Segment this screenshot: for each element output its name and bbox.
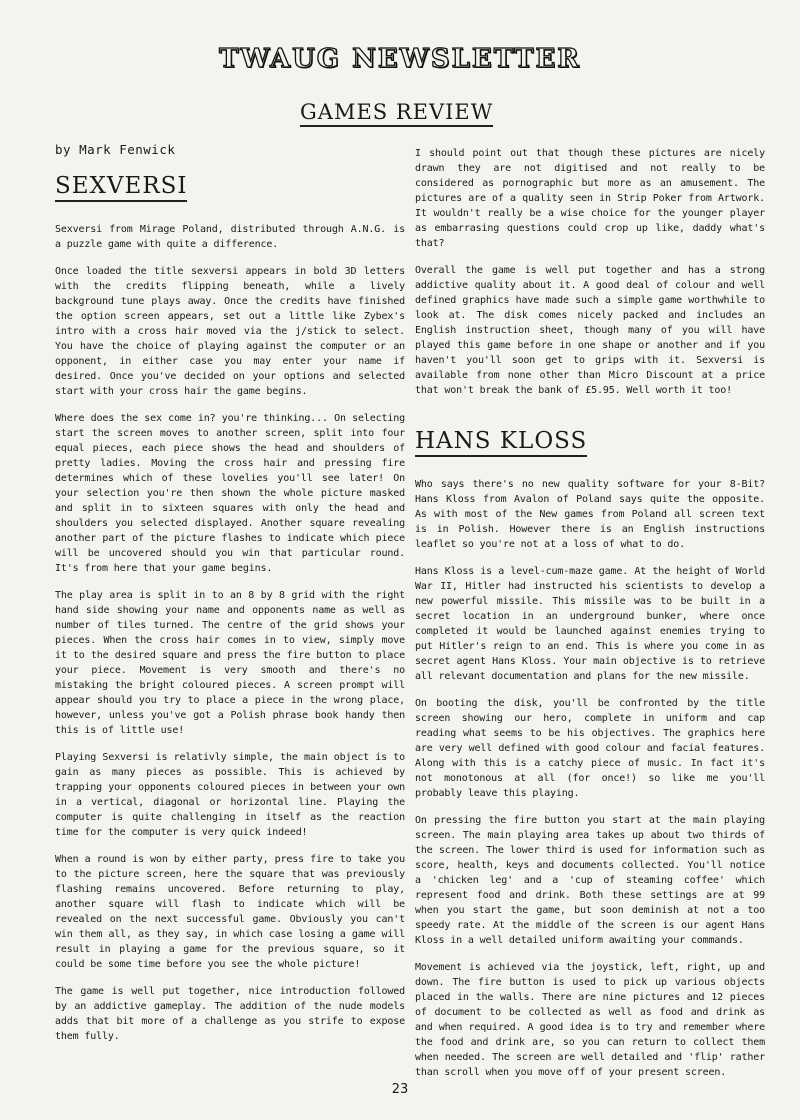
paragraph: Who says there's no new quality software for your 8-Bit? Hans Kloss from Avalon of Poland says quite the opposite. As with most of the New games from Poland all screen text is in Polish. However there is an English instructions leaflet so you're not at a loss of what to do. [415, 479, 765, 550]
paragraph: On pressing the fire button you start at the main playing screen. The main playing area takes up about two thirds of the screen. The lower third is used for information such as score, health, keys and documents collected. You'll notice a 'chicken leg' and a 'cup of steaming coffee' which represent food and drink. Both these settings are at 99 when you start the game, but soon deminish at not a too speedy rate. At the middle of the screen is our agent Hans Kloss in a well detailed uniform awaiting your commands. [415, 815, 765, 946]
review-title-sexversi: SEXVERSI [55, 175, 187, 202]
section-title: GAMES REVIEW [300, 100, 493, 127]
paragraph: I should point out that though these pictures are nicely drawn they are not digitised and not really to be considered as pornographic but more as an amusement. The pictures are of a quality seen in Strip Poker from Artwork. It wouldn't really be a wise choice for the younger player as embarrasing questions could crop up like, daddy what's that? [415, 148, 765, 249]
right-column [415, 146, 765, 1092]
newsletter-title: TWAUG NEWSLETTER [219, 44, 581, 74]
review-title-hans-kloss: HANS KLOSS [415, 430, 587, 457]
left-column [55, 142, 405, 1056]
byline: by Mark Fenwick [55, 142, 176, 157]
paragraph: Movement is achieved via the joystick, left, right, up and down. The fire button is used to pick up various objects placed in the walls. There are nine pictures and 12 pieces of document to be collected as well as food and drink as and when required. A good idea is to try and remember where the food and drink are, so you can return to collect them when needed. The screen are well detailed and 'flip' rather than scroll when you move off of your present screen. [415, 962, 765, 1078]
paragraph: Sexversi from Mirage Poland, distributed through A.N.G. is a puzzle game with quite a difference. [55, 224, 405, 250]
paragraph: The play area is split in to an 8 by 8 grid with the right hand side showing your name and opponents name as well as number of tiles turned. The centre of the grid shows your pieces. When the cross hair comes in to view, simply move it to the desired square and press the fire button to place your piece. Movement is very smooth and there's no mistaking the bright coloured pieces. A screen prompt will appear should you try to place a piece in the wrong place, however, unless you've got a Polish phrase book handy then this is of little use! [55, 590, 405, 736]
paragraph: On booting the disk, you'll be confronted by the title screen showing our hero, complete in uniform and cap reading what seems to be his objectives. The graphics here are very well defined with good colour and facial features. Along with this is a catchy piece of music. In fact it's not monotonous at all (for once!) so like me you'll probably leave this playing. [415, 698, 765, 799]
page-number: 23 [391, 1082, 409, 1097]
paragraph: Playing Sexversi is relativly simple, the main object is to gain as many pieces as possible. This is achieved by trapping your opponents coloured pieces in between your own in a vertical, diagonal or horizontal line. Playing the computer is quite challenging in itself as the reaction time for the computer is very quick indeed! [55, 752, 405, 838]
paragraph: Where does the sex come in? you're thinking... On selecting start the screen moves to another screen, split into four equal pieces, each piece shows the head and shoulders of pretty ladies. Moving the cross hair and pressing fire determines which of these lovelies you'll see later! On your selection you're then shown the whole picture masked and split in to sixteen squares with only the head and shoulders you selected displayed. Another square revealing another part of the picture flashes to indicate which piece will be uncovered should you win that particular round. It's from here that your game begins. [55, 413, 405, 574]
paragraph: Hans Kloss is a level-cum-maze game. At the height of World War II, Hitler had instructed his scientists to develop a new powerful missile. This missile was to be built in a secret location in an underground bunker, where once completed it would be launched against enemies trying to put Hitler's reign to an end. This is where you come in as secret agent Hans Kloss. Your main objective is to retrieve all relevant documentation and plans for the new missile. [415, 566, 765, 682]
paragraph: Overall the game is well put together and has a strong addictive quality about it. A good deal of colour and well defined graphics have made such a simple game worthwhile to look at. The disk comes nicely packed and includes an English instruction sheet, though many of you will have played this game before in one shape or another and if you haven't you'll soon get to grips with it. Sexversi is available from none other than Micro Discount at a price that won't break the bank of £5.95. Well worth it too! [415, 265, 765, 396]
paragraph: When a round is won by either party, press fire to take you to the picture screen, here the square that was previously flashing remains uncovered. Before returning to play, another square will flash to indicate which will be revealed on the next successful game. Obviously you can't win them all, as they say, in which case losing a game will result in playing a game for the previous square, so it could be some time before you see the whole picture! [55, 854, 405, 970]
paragraph: Once loaded the title sexversi appears in bold 3D letters with the credits flipping beneath, while a lively background tune plays away. Once the credits have finished the option screen appears, set out a little like Zybex's intro with a cross hair moved via the j/stick to select. You have the choice of playing against the computer or an opponent, in either case you may enter your name if desired. Once you've decided on your options and selected start with your cross hair the game begins. [55, 266, 405, 397]
paragraph: The game is well put together, nice introduction followed by an addictive gameplay. The addition of the nude models adds that bit more of a challenge as you strife to expose them fully. [55, 986, 405, 1042]
